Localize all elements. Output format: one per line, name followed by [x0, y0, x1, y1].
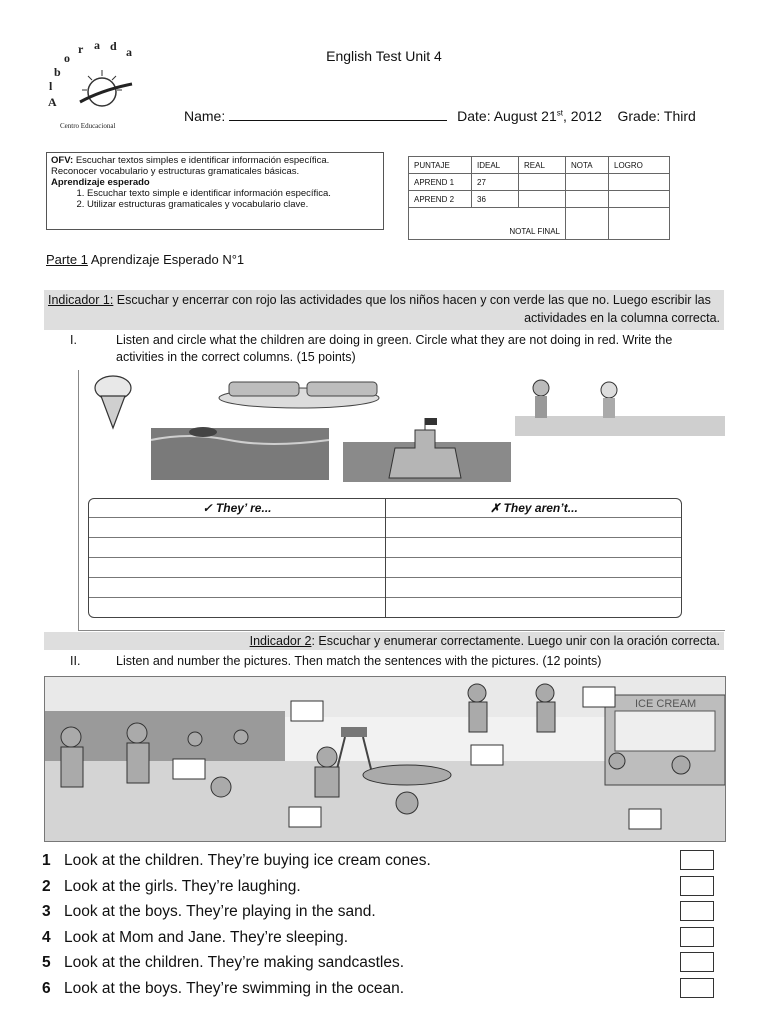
table-row[interactable] — [89, 517, 385, 537]
parte-heading — [46, 252, 244, 267]
indicador-2-label: Indicador 2 — [249, 634, 312, 648]
logo-letters: Alb or a d a — [48, 40, 132, 109]
grade-label: Grade: Third — [617, 108, 696, 124]
table-row[interactable] — [89, 557, 385, 577]
svg-text:Centro Educacional: Centro Educacional — [60, 122, 116, 130]
answer-box[interactable] — [680, 901, 714, 921]
table-row[interactable] — [89, 537, 385, 557]
table-row[interactable] — [386, 597, 682, 617]
exercise-2 — [70, 654, 601, 668]
date-year: , 2012 — [563, 108, 602, 124]
score-table — [408, 156, 670, 240]
table-row[interactable] — [386, 577, 682, 597]
test-title: English Test Unit 4 — [326, 48, 442, 64]
they-arent-column — [385, 499, 682, 617]
list-item — [42, 925, 732, 951]
list-item — [42, 899, 732, 925]
activity-illustrations — [79, 370, 725, 500]
sentence-number: 4 — [42, 928, 51, 946]
score-header-row — [409, 157, 670, 174]
ofv-box — [46, 152, 384, 230]
header-real: REAL — [519, 157, 566, 174]
exercise-1 — [70, 332, 710, 366]
sandwich-icon — [219, 382, 379, 408]
parte-text: Aprendizaje Esperado N°1 — [87, 252, 245, 267]
table-row[interactable] — [89, 597, 385, 617]
exercise-1-number: I. — [70, 333, 77, 347]
final-label: NOTAL FINAL — [409, 208, 566, 240]
ice-cream-sign: ICE CREAM — [635, 698, 697, 710]
row-label: APREND 1 — [409, 174, 472, 191]
ofv-line-2: Reconocer vocabulario y estructuras gramaticales básicas. — [51, 166, 300, 177]
exercise-1-instructions: Listen and circle what the children are doing in green. Circle what they are not doing in red. Write the activities in the correct columns. (15 points) — [116, 333, 673, 364]
activities-table — [88, 498, 682, 618]
ofv-line-1: Escuchar textos simples e identificar información específica. — [75, 155, 330, 166]
row-logro[interactable] — [609, 174, 670, 191]
indicador-1 — [44, 290, 724, 330]
aprendizaje-item: 2. Utilizar estructuras gramaticales y vocabulario clave. — [87, 199, 379, 210]
table-row[interactable] — [89, 577, 385, 597]
header-puntaje: PUNTAJE — [409, 157, 472, 174]
sentence-text: Look at the boys. They’re playing in the sand. — [64, 903, 376, 920]
ice-cream-cone-icon — [95, 376, 131, 428]
list-item — [42, 848, 732, 874]
row-label: APREND 2 — [409, 191, 472, 208]
score-row — [409, 191, 670, 208]
header-nota: NOTA — [566, 157, 609, 174]
list-item — [42, 976, 732, 1002]
row-nota[interactable] — [566, 174, 609, 191]
name-blank[interactable] — [229, 108, 447, 121]
row-ideal: 27 — [472, 174, 519, 191]
indicador-1-line2: actividades en la columna correcta. — [524, 311, 720, 325]
sentence-list — [42, 848, 732, 1001]
exercise-2-instructions: Listen and number the pictures. Then match the sentences with the pictures. (12 points) — [116, 654, 602, 668]
sun-icon — [80, 70, 132, 106]
row-ideal: 36 — [472, 191, 519, 208]
header-fields — [184, 108, 696, 124]
answer-box[interactable] — [680, 876, 714, 896]
final-nota[interactable] — [566, 208, 609, 240]
sentence-number: 6 — [42, 979, 51, 997]
row-real[interactable] — [519, 191, 566, 208]
sentence-number: 2 — [42, 877, 51, 895]
ofv-label: OFV: — [51, 155, 74, 166]
parte-label: Parte 1 — [46, 252, 88, 267]
swimming-child-icon — [151, 427, 329, 480]
answer-box[interactable] — [680, 927, 714, 947]
indicador-2-text: : Escuchar y enumerar correctamente. Luego unir con la oración correcta. — [311, 634, 720, 648]
score-final-row — [409, 208, 670, 240]
beach-scene — [44, 676, 726, 842]
aprendizaje-label: Aprendizaje esperado — [51, 177, 150, 188]
list-item — [42, 950, 732, 976]
they-arent-header: ✗ They aren’t... — [490, 501, 578, 515]
sentence-text: Look at the boys. They’re swimming in the ocean. — [64, 979, 405, 997]
name-label: Name: — [184, 108, 226, 124]
sentence-number: 3 — [42, 903, 51, 920]
ice-cream-stand-icon — [605, 695, 725, 785]
indicador-1-label: Indicador 1: — [48, 293, 114, 307]
aprendizaje-list — [51, 188, 379, 210]
sentence-number: 1 — [42, 852, 51, 869]
table-row[interactable] — [386, 517, 682, 537]
sandcastle-icon — [343, 418, 511, 482]
answer-box[interactable] — [680, 952, 714, 972]
row-logro[interactable] — [609, 191, 670, 208]
header-ideal: IDEAL — [472, 157, 519, 174]
sentence-text: Look at the children. They’re making sandcastles. — [64, 954, 405, 971]
date-suffix: st — [556, 108, 563, 118]
splashing-children-icon — [515, 380, 725, 436]
sentence-text: Look at Mom and Jane. They’re sleeping. — [64, 928, 349, 946]
sentence-number: 5 — [42, 954, 51, 971]
sentence-text: Look at the children. They’re buying ice cream cones. — [64, 852, 431, 869]
indicador-2 — [44, 632, 724, 650]
header-logro: LOGRO — [609, 157, 670, 174]
final-logro[interactable] — [609, 208, 670, 240]
indicador-1-line1: Escuchar y encerrar con rojo las actividades que los niños hacen y con verde las que no. Luego escribir las — [113, 293, 711, 307]
beach-illustration — [45, 677, 725, 841]
answer-box[interactable] — [680, 978, 714, 998]
school-logo — [40, 40, 160, 150]
row-nota[interactable] — [566, 191, 609, 208]
they-are-column — [89, 499, 385, 617]
they-are-header: ✓ They’ re... — [202, 501, 272, 515]
table-row[interactable] — [386, 557, 682, 577]
date-label: Date: August 21 — [457, 108, 557, 124]
aprendizaje-item: 1. Escuchar texto simple e identificar información específica. — [87, 188, 379, 199]
list-item — [42, 874, 732, 900]
exercise-2-number: II. — [70, 654, 81, 668]
answer-box[interactable] — [680, 850, 714, 870]
score-row — [409, 174, 670, 191]
row-real[interactable] — [519, 174, 566, 191]
table-row[interactable] — [386, 537, 682, 557]
sentence-text: Look at the girls. They’re laughing. — [64, 877, 301, 895]
